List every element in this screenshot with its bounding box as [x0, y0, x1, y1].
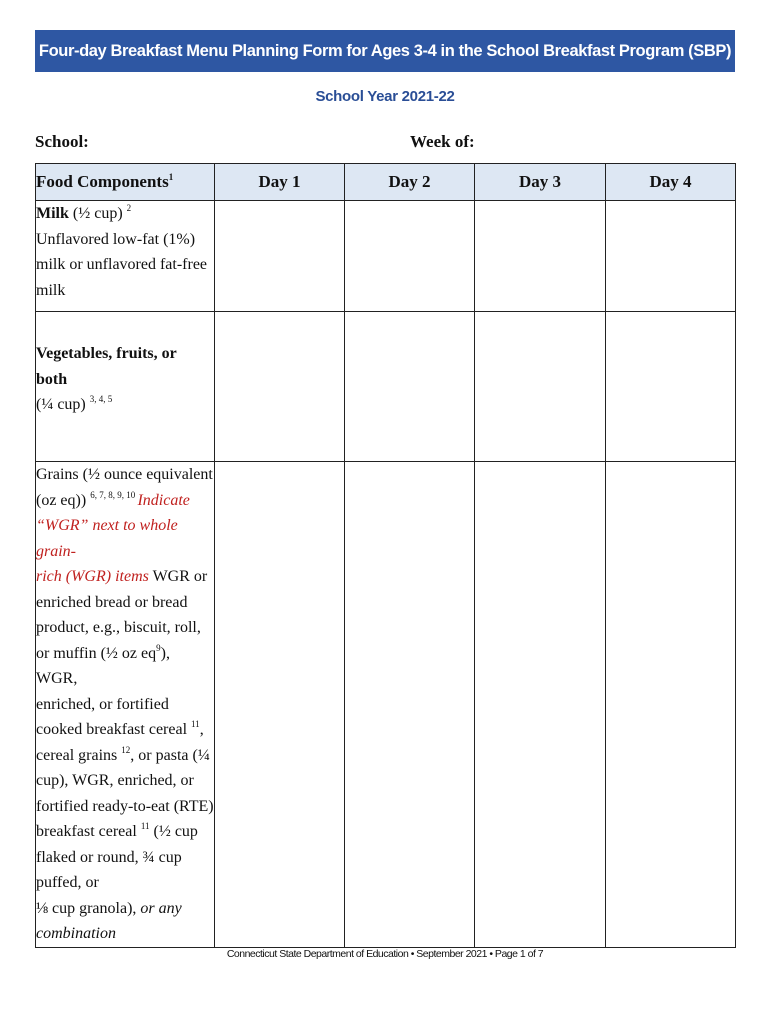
- page-footer: Connecticut State Department of Education • September 2021 • Page 1 of 7: [226, 948, 544, 960]
- grains-row: [36, 462, 736, 948]
- milk-day-3-cell[interactable]: [475, 201, 606, 312]
- school-year: School Year 2021-22: [315, 88, 455, 105]
- food-components-header: Food Components$^1$: [36, 164, 215, 201]
- grains-day-2-cell[interactable]: [345, 462, 475, 948]
- grains-component: Grains (½ ounce equivalent (oz eq)) $^{6, 7, 8, 9, 10}$ Indicate “WGR” next to whole grain- rich (WGR) items WGR or enriched bread or bread product, e.g., biscuit, roll, or muffin (½ oz $eq^9$), WGR, enriched, or fortified cooked breakfast cereal $^{11}$, cereal grains $^{12}$, or pasta (¼ cup), WGR, enriched, or fortified ready-to-eat (RTE) breakfast cereal $^{11}$ (½ cup flaked or round, ¾ cup puffed, or ⅛ cup granola), or any combination: [36, 462, 215, 948]
- vegetables-row: [36, 312, 736, 462]
- milk-component: Milk (½ cup) $^2$ Unflavored low-fat (1%) milk or unflavored fat-free milk: [36, 201, 215, 312]
- milk-day-1-cell[interactable]: [215, 201, 345, 312]
- milk-day-4-cell[interactable]: [606, 201, 736, 312]
- grains-day-1-cell[interactable]: [215, 462, 345, 948]
- school-label: School:: [35, 132, 89, 151]
- grains-day-4-cell[interactable]: [606, 462, 736, 948]
- day-2-header: Day 2: [345, 164, 475, 201]
- footnote-ref: 1: [168, 172, 174, 182]
- vegetables-day-1-cell[interactable]: [215, 312, 345, 462]
- form-title: Four-day Breakfast Menu Planning Form for Ages 3-4 in the School Breakfast Program (SBP): [38, 41, 732, 60]
- milk-row: [36, 201, 736, 312]
- vegetables-day-2-cell[interactable]: [345, 312, 475, 462]
- vegetables-day-4-cell[interactable]: [606, 312, 736, 462]
- day-4-header: Day 4: [606, 164, 736, 201]
- vegetables-day-3-cell[interactable]: [475, 312, 606, 462]
- vegetables-component: Vegetables, fruits, or both (¼ cup) $^{3, 4, 5}$: [36, 312, 215, 462]
- grains-day-3-cell[interactable]: [475, 462, 606, 948]
- day-3-header: Day 3: [475, 164, 606, 201]
- day-1-header: Day 1: [215, 164, 345, 201]
- week-of-label: Week of:: [410, 132, 475, 151]
- form-title-banner: [35, 30, 735, 72]
- milk-day-2-cell[interactable]: [345, 201, 475, 312]
- menu-planning-table: [35, 163, 736, 948]
- table-header-row: [36, 164, 736, 201]
